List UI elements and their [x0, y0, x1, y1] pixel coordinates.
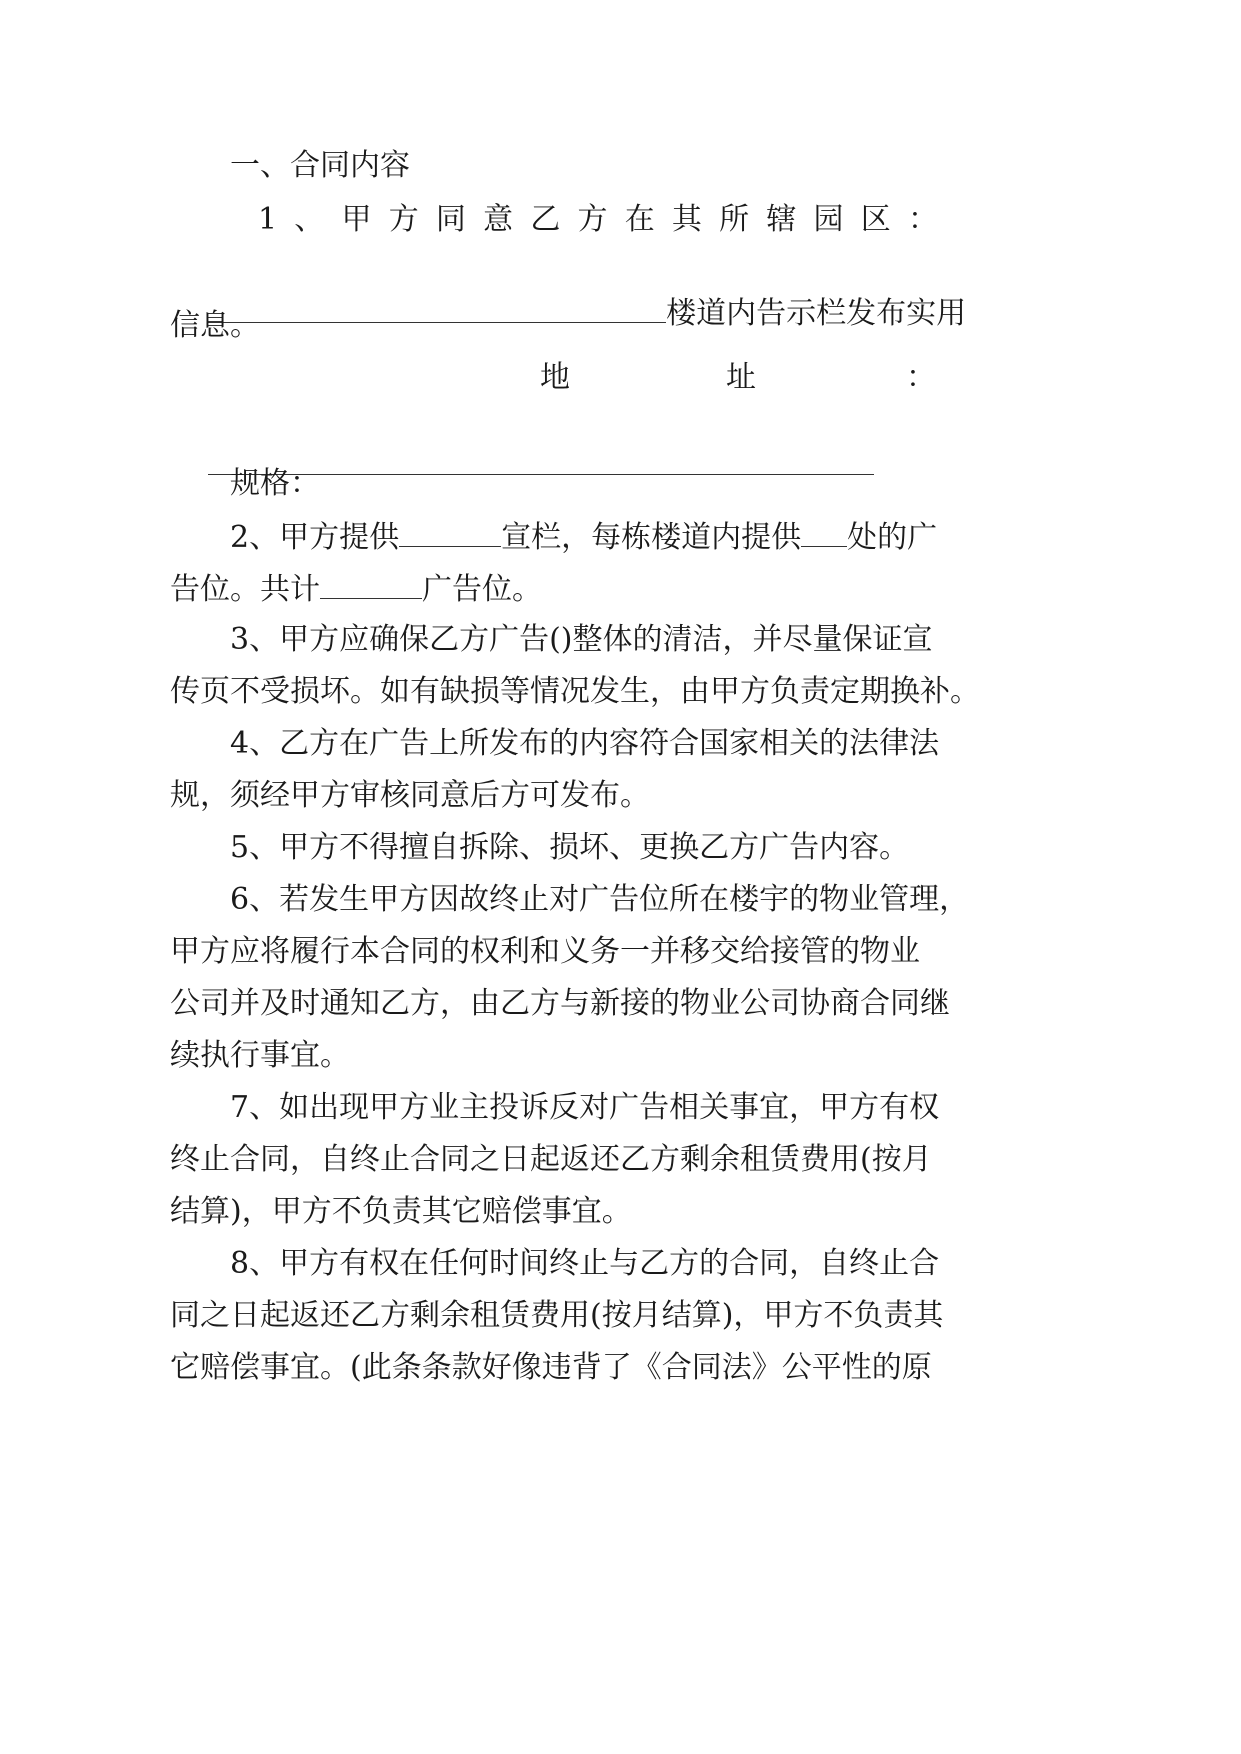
clause-8-line-3: 它赔偿事宜。(此条条款好像违背了《合同法》公平性的原 [170, 1350, 932, 1385]
clause-1-char: 同 [435, 202, 466, 237]
clause-2-text: 宣栏，每栋楼道内提供 [501, 520, 802, 555]
clause-1-suffix: 楼道内告示栏发布实用 [666, 296, 967, 331]
clause-7-line-3: 结算)，甲方不负责其它赔偿事宜。 [170, 1194, 632, 1229]
clause-6-line-1: 6、若发生甲方因故终止对广告位所在楼宇的物业管理， [230, 882, 970, 917]
spec-label: 规格： [230, 466, 320, 501]
fill-in-blank-board-count[interactable] [399, 516, 501, 547]
clause-4-line-2: 规，须经甲方审核同意后方可发布。 [170, 778, 650, 813]
clause-1-char: 方 [577, 202, 608, 237]
clause-1-char: 意 [483, 202, 514, 237]
clause-2-line-1 [230, 516, 937, 556]
clause-2-text: 处的广 [847, 520, 938, 555]
clause-1-char: 区 [860, 202, 891, 237]
clause-2-text: 2、甲方提供 [230, 520, 400, 555]
clause-8-line-1: 8、甲方有权在任何时间终止与乙方的合同，自终止合 [230, 1246, 940, 1281]
address-label-char: 址 [726, 360, 756, 395]
fill-in-blank-per-building[interactable] [801, 516, 847, 547]
clause-1-char: 乙 [530, 202, 561, 237]
clause-7-line-1: 7、如出现甲方业主投诉反对广告相关事宜，甲方有权 [230, 1090, 940, 1125]
clause-1-char: 所 [719, 202, 750, 237]
clause-2-line-2 [170, 568, 542, 608]
clause-1-char: 辖 [766, 202, 797, 237]
clause-7-line-2: 终止合同，自终止合同之日起返还乙方剩余租赁费用(按月 [170, 1142, 932, 1177]
clause-6-line-4: 续执行事宜。 [170, 1038, 350, 1073]
clause-1-line-1 [258, 200, 938, 240]
clause-1-char: 、 [294, 202, 325, 237]
address-label-char: 地 [540, 360, 570, 395]
address-label-char: ： [906, 360, 936, 395]
section-heading: 一、合同内容 [230, 148, 410, 183]
fill-in-blank-park[interactable] [208, 292, 666, 323]
clause-6-line-3: 公司并及时通知乙方，由乙方与新接的物业公司协商合同继 [170, 986, 950, 1021]
clause-1-char: 方 [388, 202, 419, 237]
fill-in-blank-total[interactable] [320, 568, 422, 599]
clause-4-line-1: 4、乙方在广告上所发布的内容符合国家相关的法律法 [230, 726, 940, 761]
clause-1-char: 园 [813, 202, 844, 237]
clause-3-line-1: 3、甲方应确保乙方广告()整体的清洁，并尽量保证宣 [230, 622, 933, 657]
clause-6-line-2: 甲方应将履行本合同的权利和义务一并移交给接管的物业 [170, 934, 920, 969]
clause-1-char: 甲 [341, 202, 372, 237]
clause-1-char: 其 [671, 202, 702, 237]
clause-2-text: 告位。共计 [170, 572, 320, 607]
address-blank-line [170, 404, 874, 444]
clause-3-line-2: 传页不受损坏。如有缺损等情况发生，由甲方负责定期换补。 [170, 674, 980, 709]
clause-5-line-1: 5、甲方不得擅自拆除、损坏、更换乙方广告内容。 [230, 830, 910, 865]
clause-2-text: 广告位。 [422, 572, 542, 607]
clause-1-char: 在 [624, 202, 655, 237]
clause-1-char: 1 [258, 202, 278, 237]
clause-1-char: ： [907, 202, 938, 237]
clause-1-line-3: 信息。 [170, 308, 260, 343]
clause-8-line-2: 同之日起返还乙方剩余租赁费用(按月结算)，甲方不负责其 [170, 1298, 944, 1333]
